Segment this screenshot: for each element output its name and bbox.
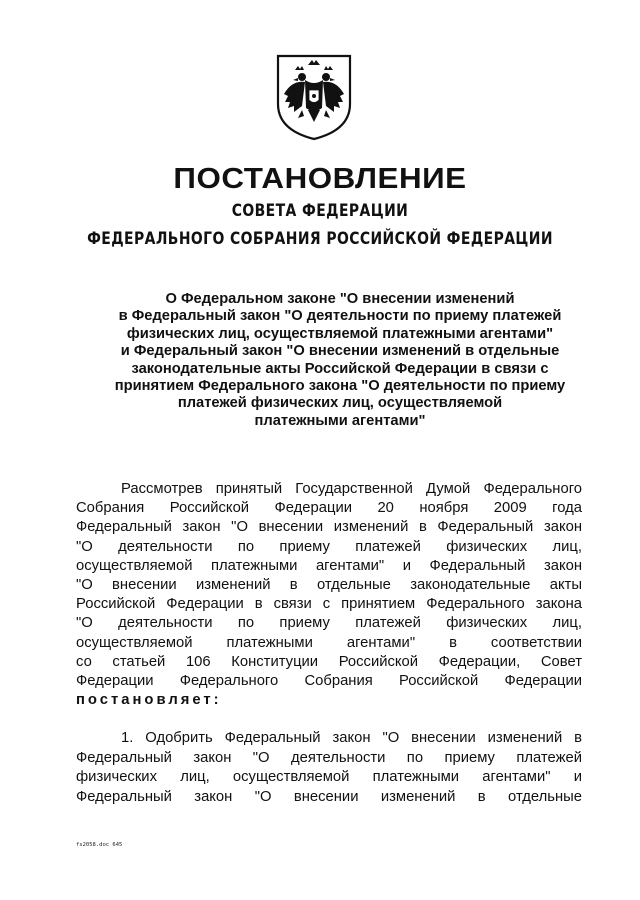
subject-line: принятием Федерального закона "О деятельности по приему [114, 378, 566, 395]
paragraph-line: Федерации Федерального Собрания Российской Федерации [76, 672, 582, 689]
subject-line: законодательные акты Российской Федерации в связи с [131, 360, 549, 377]
subject-line: платежными агентами" [254, 412, 426, 429]
document-file-code: fs2058.doc 645 [76, 842, 123, 848]
paragraph-line: 1. Одобрить Федеральный закон "О внесении изменений в [121, 730, 582, 746]
paragraph-line: со статьей 106 Конституции Российской Федерации, Совет [76, 653, 582, 670]
paragraph-line: осуществляемой платежными агентами" и Федеральный закон [76, 557, 582, 574]
preamble-paragraph [76, 480, 582, 710]
paragraph-line: "О деятельности по приему платежей физических лиц, [76, 538, 582, 555]
subject-line: физических лиц, осуществляемой платежными агентами" [126, 325, 554, 342]
paragraph-line: "О внесении изменений в отдельные законодательные акты [76, 576, 582, 593]
subject-line: и Федеральный закон "О внесении изменений в отдельные [120, 343, 560, 360]
subject-line: О Федеральном законе "О внесении изменений [165, 291, 515, 307]
subject-line: в Федеральный закон "О деятельности по приему платежей [118, 308, 562, 325]
document-title: ПОСТАНОВЛЕНИЕ [173, 163, 467, 195]
paragraph-line: физических лиц, осуществляемой платежными агентами" и [76, 769, 582, 786]
paragraph-line: Российской Федерации в связи с принятием Федерального закона [76, 596, 582, 613]
paragraph-line: Федеральный закон "О внесении изменений в отдельные [76, 788, 582, 805]
item-1-paragraph [76, 729, 582, 807]
issuer-line-1: СОВЕТА ФЕДЕРАЦИИ [231, 201, 409, 221]
resolves-word: постановляет: [76, 692, 222, 709]
paragraph-line: Собрания Российской Федерации 20 ноября 2009 года [76, 500, 582, 517]
coat-of-arms-icon [272, 50, 356, 142]
issuer-line-2: ФЕДЕРАЛЬНОГО СОБРАНИЯ РОССИЙСКОЙ ФЕДЕРАЦИИ [87, 229, 553, 249]
paragraph-line: осуществляемой платежными агентами" в соответствии [76, 634, 582, 651]
subject-line: платежей физических лиц, осуществляемой [177, 395, 503, 412]
paragraph-line: Федеральный закон "О деятельности по приему платежей [76, 749, 582, 766]
paragraph-line: Рассмотрев принятый Государственной Думой Федерального [121, 481, 582, 497]
paragraph-line: Федеральный закон "О внесении изменений в Федеральный закон [76, 519, 582, 536]
paragraph-line: "О деятельности по приему платежей физических лиц, [76, 615, 582, 632]
resolution-subject [60, 291, 620, 430]
